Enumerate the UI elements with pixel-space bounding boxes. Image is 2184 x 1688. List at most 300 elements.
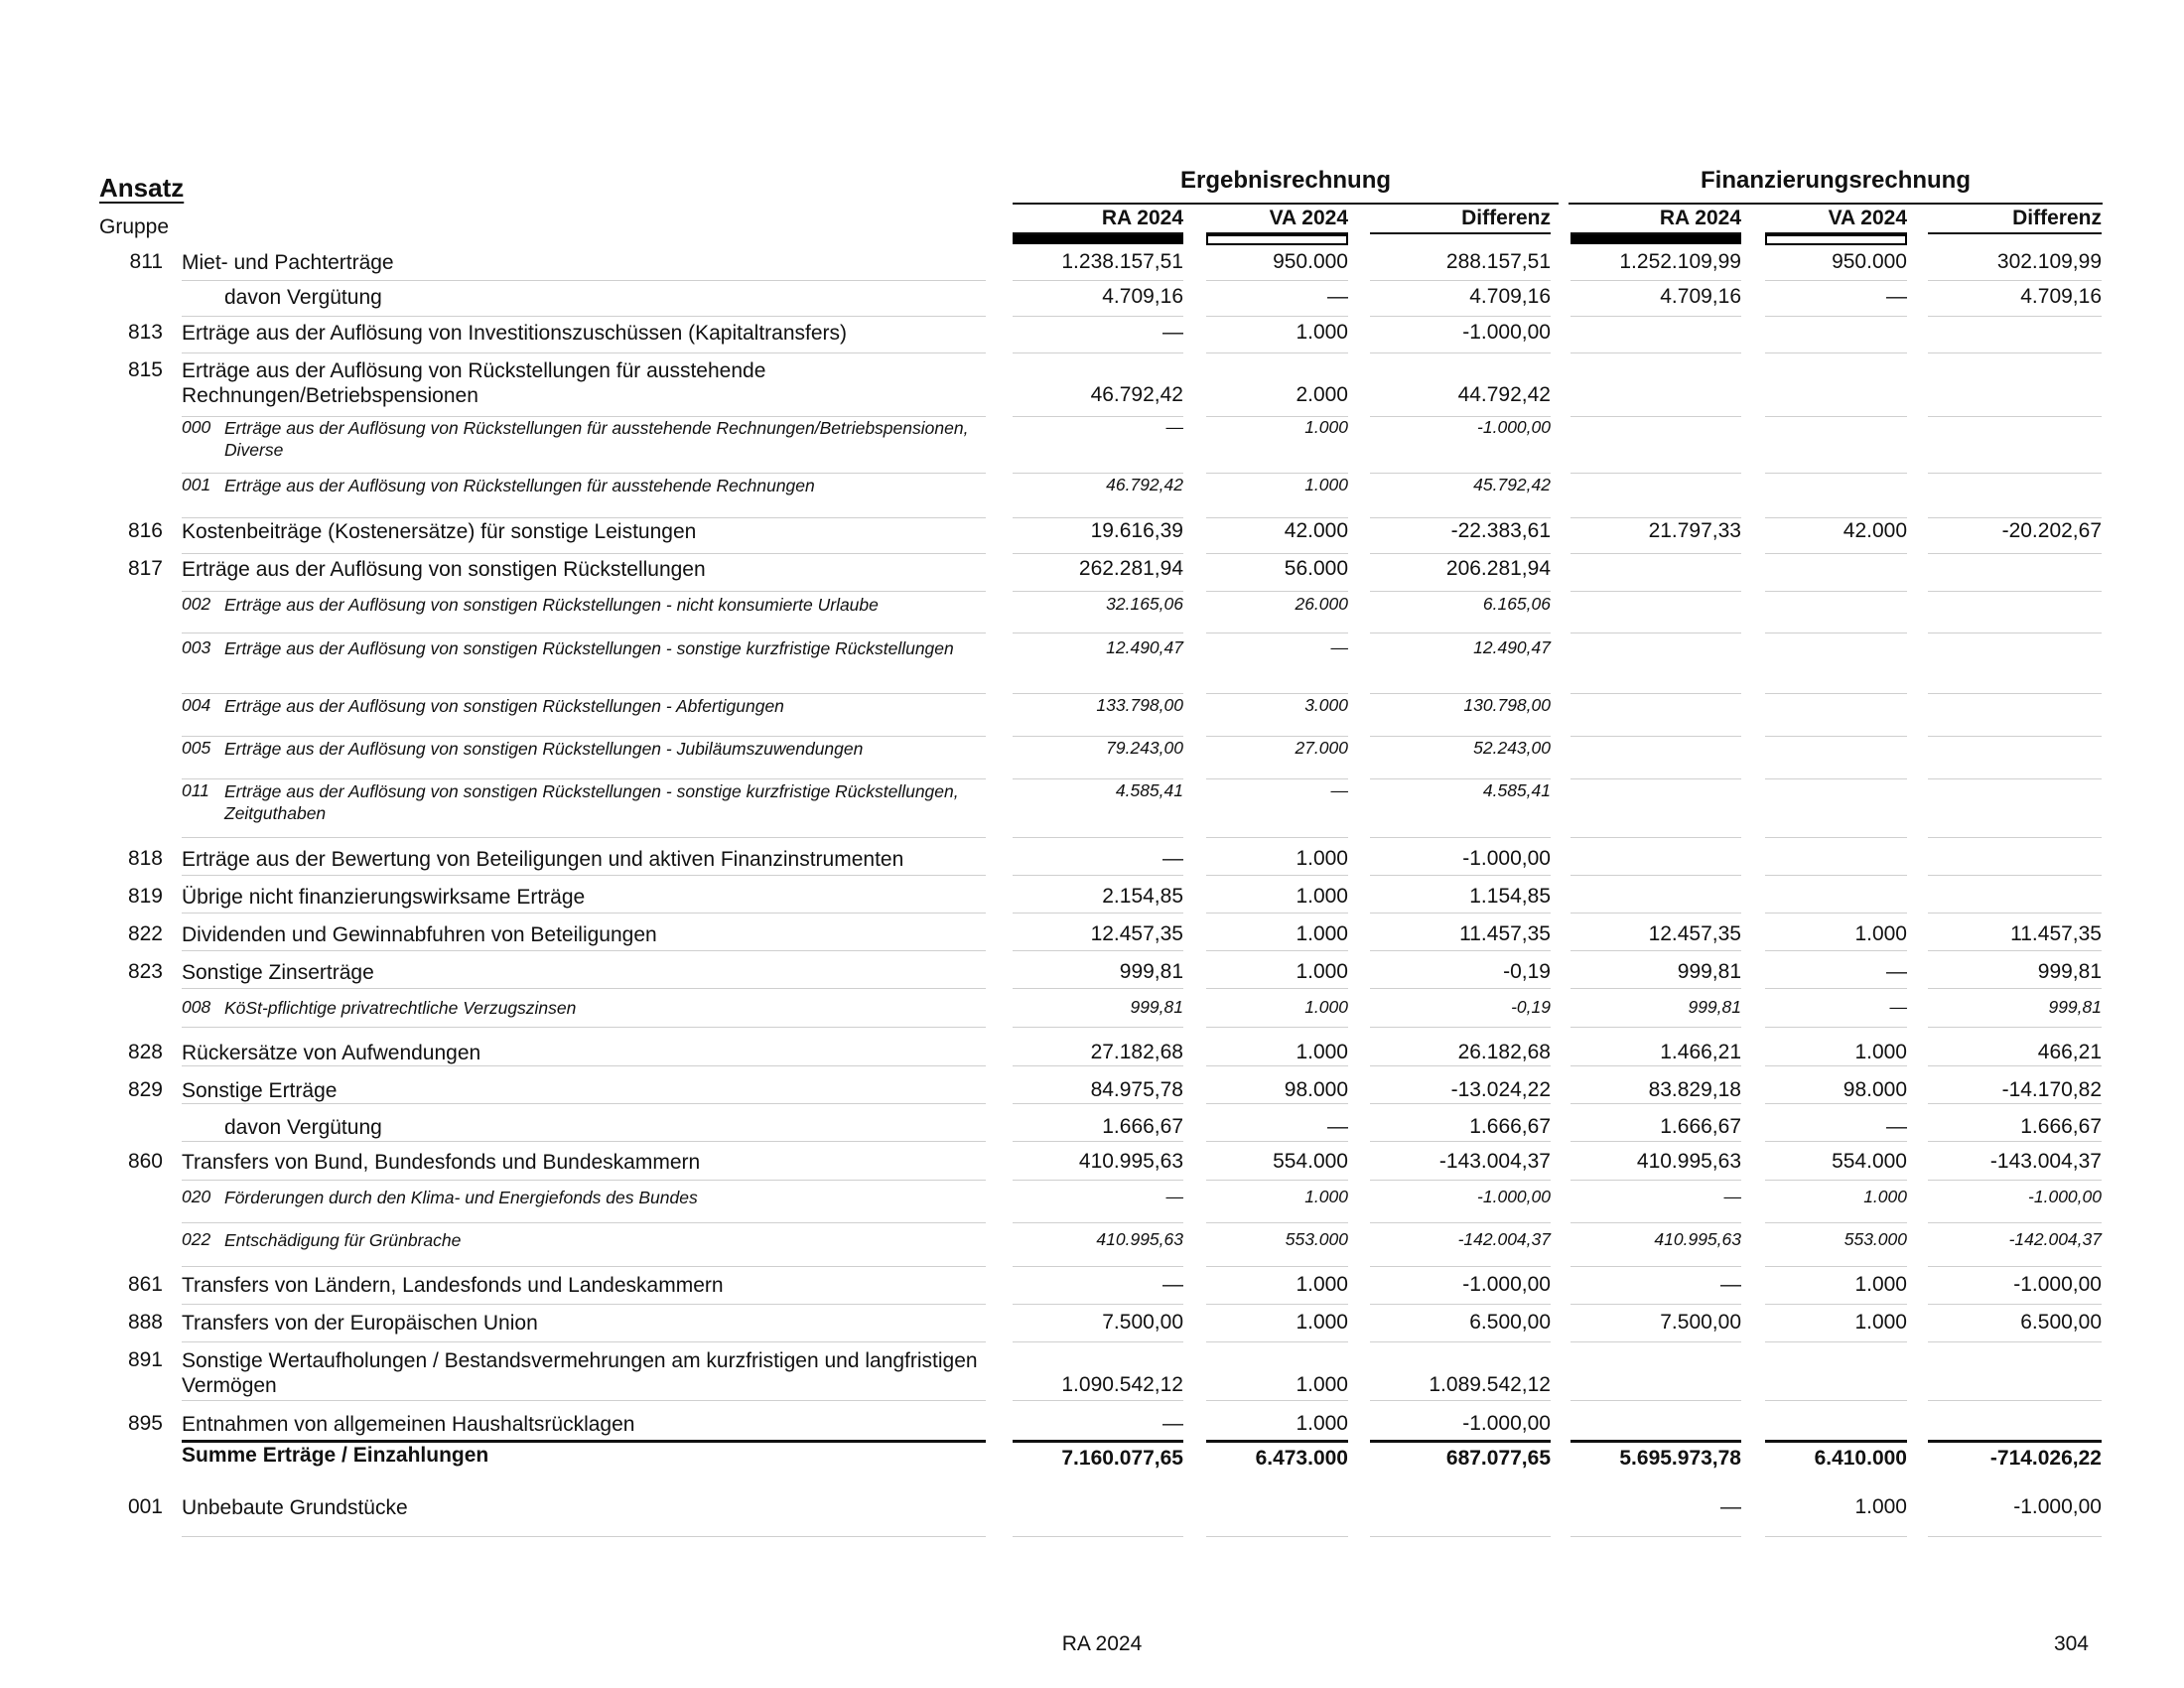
row-code: 811 [129,250,163,273]
value-cell: 410.995,63 [1636,1150,1741,1173]
row-code: 002 [182,594,211,614]
value-cell: 12.457,35 [1648,922,1741,945]
row-label: Erträge aus der Auflösung von sonstigen Rückstellungen - Abfertigungen [224,696,784,716]
cell-divider [1013,875,1183,876]
value-cell: 206.281,94 [1445,557,1551,580]
row-code: 000 [182,417,211,437]
cell-divider [1206,778,1348,779]
cell-divider [1765,553,1907,554]
cell-divider [1570,988,1741,989]
value-cell: 950.000 [1273,250,1348,273]
row-code: 011 [182,780,209,800]
cell-divider [1765,1180,1907,1181]
value-cell: -1.000,00 [1477,417,1551,437]
cell-divider [1013,1536,1183,1537]
value-cell: 133.798,00 [1096,695,1183,715]
value-cell: 1.000 [1296,321,1348,344]
cell-divider [1206,280,1348,281]
row-divider [182,553,986,554]
row-label: Sonstige Zinserträge [182,961,374,984]
cell-divider [1570,517,1741,518]
cell-divider [1928,1180,2102,1181]
col-header-finanz-va: VA 2024 [1828,207,1907,229]
cell-divider [1370,553,1551,554]
value-cell: 2.154,85 [1102,885,1183,908]
cell-divider [1370,280,1551,281]
cell-divider [1928,1222,2102,1223]
value-cell: 56.000 [1284,557,1348,580]
cell-divider [1013,1304,1183,1305]
cell-divider [1570,1304,1741,1305]
value-cell: -142.004,37 [2008,1229,2102,1249]
cell-divider [1370,316,1551,317]
cell-divider [1370,352,1551,353]
cell-divider [1765,1304,1907,1305]
cell-divider [1206,1141,1348,1142]
value-cell: 1.089.542,12 [1429,1373,1551,1396]
cell-divider [1928,693,2102,694]
cell-divider [1370,1536,1551,1537]
cell-divider [1765,473,1907,474]
value-cell: -1.000,00 [1462,847,1551,870]
cell-divider [1928,875,2102,876]
cell-divider [1013,1222,1183,1223]
value-cell: 1.666,67 [1102,1115,1183,1138]
cell-divider [1765,1065,1907,1066]
value-cell: 3.000 [1304,695,1348,715]
row-code: 001 [182,475,211,494]
value-cell: 46.792,42 [1106,475,1183,494]
value-cell: 553.000 [1843,1229,1907,1249]
cell-divider [1370,875,1551,876]
value-cell: -14.170,82 [2001,1078,2102,1101]
col-header-finanz-ra: RA 2024 [1659,207,1741,229]
row-code: 817 [127,557,163,580]
cell-divider [1928,1400,2102,1401]
value-cell: 999,81 [2048,997,2102,1017]
value-cell: 1.000 [1296,885,1348,908]
value-cell: 262.281,94 [1078,557,1183,580]
value-cell: — [1165,417,1183,437]
row-label: Erträge aus der Auflösung von sonstigen Rückstellungen - nicht konsumierte Urlaube [224,595,879,615]
cell-divider [1370,1065,1551,1066]
row-divider [182,517,986,518]
row-divider [182,736,986,737]
cell-divider [1765,416,1907,417]
value-cell: 554.000 [1273,1150,1348,1173]
value-cell: 1.000 [1854,1311,1907,1334]
cell-divider [1206,837,1348,838]
value-cell: 4.709,16 [1469,285,1551,308]
value-cell: 45.792,42 [1473,475,1551,494]
value-cell: 12.490,47 [1473,637,1551,657]
row-label: davon Vergütung [224,1116,382,1139]
cell-divider [1765,1536,1907,1537]
value-cell: 42.000 [1284,519,1348,542]
value-cell: — [1886,960,1907,983]
cell-divider [1370,1027,1551,1028]
cell-divider [1570,1141,1741,1142]
value-cell: — [1886,1115,1907,1138]
row-divider [182,1065,986,1066]
value-cell: — [1327,1115,1348,1138]
cell-divider [1570,875,1741,876]
value-cell: 1.000 [1863,1187,1907,1206]
cell-divider [1765,1266,1907,1267]
cell-divider [1206,1103,1348,1104]
cell-divider [1570,1103,1741,1104]
row-label: Entschädigung für Grünbrache [224,1230,462,1250]
value-cell: 1.000 [1854,922,1907,945]
cell-divider [1013,1103,1183,1104]
cell-divider [1928,553,2102,554]
sum-rule [1206,1440,1348,1443]
cell-divider [1206,316,1348,317]
value-cell: — [1165,1187,1183,1206]
value-cell: 26.182,68 [1457,1041,1551,1063]
row-label: Erträge aus der Auflösung von sonstigen Rückstellungen - sonstige kurzfristige Rückstellungen [224,638,954,658]
cell-divider [1206,1222,1348,1223]
sum-rule [182,1440,986,1443]
row-label: Entnahmen von allgemeinen Haushaltsrücklagen [182,1413,635,1436]
value-cell: 6.500,00 [2020,1311,2102,1334]
cell-divider [1570,1536,1741,1537]
cell-divider [1570,1065,1741,1066]
row-label: Sonstige Wertaufholungen / Bestandsvermehrungen am kurzfristigen und langfristigen Vermögen [182,1349,978,1397]
cell-divider [1206,913,1348,914]
value-cell: -714.026,22 [1989,1447,2102,1470]
value-cell: 1.666,67 [1469,1115,1551,1138]
cell-divider [1570,352,1741,353]
row-code: 001 [127,1495,163,1518]
value-cell: 999,81 [1119,960,1183,983]
cell-divider [1206,517,1348,518]
value-cell: -20.202,67 [2001,519,2102,542]
cell-divider [1370,1141,1551,1142]
value-cell: 26.000 [1295,594,1348,614]
cell-divider [1570,1222,1741,1223]
cell-divider [1370,693,1551,694]
value-cell: 410.995,63 [1078,1150,1183,1173]
cell-divider [1570,1341,1741,1342]
row-divider [182,591,986,592]
cell-divider [1013,950,1183,951]
row-code: 816 [127,519,163,542]
row-label: Sonstige Erträge [182,1079,338,1102]
row-label: Erträge aus der Auflösung von Investitionszuschüssen (Kapitaltransfers) [182,322,848,345]
row-divider [182,1304,986,1305]
value-cell: 11.457,35 [2010,922,2102,945]
cell-divider [1765,591,1907,592]
cell-divider [1370,1266,1551,1267]
row-divider [182,950,986,951]
cell-divider [1370,1180,1551,1181]
cell-divider [1570,950,1741,951]
cell-divider [1206,553,1348,554]
value-cell: — [1886,285,1907,308]
cell-divider [1928,1266,2102,1267]
value-cell: — [1162,847,1183,870]
cell-divider [1206,1027,1348,1028]
cell-divider [1928,473,2102,474]
cell-divider [1928,1304,2102,1305]
value-cell: 1.000 [1296,1412,1348,1435]
value-cell: 1.000 [1304,475,1348,494]
col-header-ergebnis-va: VA 2024 [1269,207,1348,229]
cell-divider [1370,591,1551,592]
value-cell: 11.457,35 [1459,922,1551,945]
value-cell: 950.000 [1832,250,1907,273]
row-label: Erträge aus der Auflösung von Rückstellungen für ausstehende Rechnungen [224,476,815,495]
cell-divider [1013,913,1183,914]
value-cell: 4.709,16 [2020,285,2102,308]
value-cell: -1.000,00 [2028,1187,2102,1206]
row-code: 819 [127,885,163,908]
cell-divider [1206,1304,1348,1305]
cell-divider [1013,517,1183,518]
value-cell: -1.000,00 [1462,1412,1551,1435]
value-cell: 1.000 [1296,1373,1348,1396]
row-code: 003 [182,637,211,657]
value-cell: 1.000 [1304,417,1348,437]
cell-divider [1370,473,1551,474]
value-cell: 1.000 [1296,847,1348,870]
cell-divider [1013,280,1183,281]
value-cell: -143.004,37 [1989,1150,2102,1173]
col-header-finanz-differenz: Differenz [2012,207,2102,229]
cell-divider [1928,988,2102,989]
value-cell: 98.000 [1843,1078,1907,1101]
cell-divider [1206,736,1348,737]
value-cell: 79.243,00 [1106,738,1183,758]
cell-divider [1765,1027,1907,1028]
cell-divider [1013,1180,1183,1181]
value-cell: 130.798,00 [1463,695,1551,715]
value-cell: 6.500,00 [1469,1311,1551,1334]
value-cell: — [1720,1273,1741,1296]
value-cell: 5.695.973,78 [1619,1447,1741,1470]
row-label: Unbebaute Grundstücke [182,1496,408,1519]
cell-divider [1928,950,2102,951]
sum-rule [1013,1440,1183,1443]
cell-divider [1206,1341,1348,1342]
cell-divider [1370,837,1551,838]
value-cell: 1.000 [1304,1187,1348,1206]
row-code: 888 [127,1311,163,1334]
value-cell: 302.109,99 [1996,250,2102,273]
row-divider [182,1141,986,1142]
cell-divider [1570,1266,1741,1267]
value-cell: 2.000 [1296,383,1348,406]
ergebnisrechnung-heading: Ergebnisrechnung [1179,167,1392,194]
cell-divider [1765,778,1907,779]
col-header-ergebnis-ra: RA 2024 [1101,207,1183,229]
value-cell: — [1720,1495,1741,1518]
value-cell: 1.000 [1296,1041,1348,1063]
cell-divider [1928,1103,2102,1104]
value-cell: 4.585,41 [1482,780,1551,800]
value-cell: — [1162,1273,1183,1296]
value-cell: 42.000 [1843,519,1907,542]
value-cell: 7.500,00 [1102,1311,1183,1334]
cell-divider [1765,517,1907,518]
value-cell: 410.995,63 [1096,1229,1183,1249]
cell-divider [1370,1103,1551,1104]
cell-divider [1928,1027,2102,1028]
cell-divider [1013,591,1183,592]
cell-divider [1013,1141,1183,1142]
row-divider [182,1341,986,1342]
row-code: 008 [182,997,211,1017]
cell-divider [1928,517,2102,518]
sum-rule [1570,1440,1741,1443]
row-code: 860 [127,1150,163,1173]
row-divider [182,988,986,989]
row-label: Erträge aus der Auflösung von sonstigen Rückstellungen - sonstige kurzfristige Rückstellungen, Zeitguthaben [224,781,959,823]
value-cell: 1.000 [1304,997,1348,1017]
value-cell: -22.383,61 [1450,519,1551,542]
row-label: Erträge aus der Auflösung von Rückstellungen für ausstehende Rechnungen/Betriebspensionen, Diverse [224,418,969,460]
cell-divider [1013,1266,1183,1267]
value-cell: 83.829,18 [1648,1078,1741,1101]
value-cell: 12.457,35 [1090,922,1183,945]
cell-divider [1370,736,1551,737]
cell-divider [1928,1341,2102,1342]
cell-divider [1013,1341,1183,1342]
value-cell: 6.165,06 [1482,594,1551,614]
cell-divider [1013,352,1183,353]
cell-divider [1370,1304,1551,1305]
cell-divider [1765,837,1907,838]
row-divider [182,1266,986,1267]
cell-divider [1765,280,1907,281]
value-cell: 1.666,67 [2020,1115,2102,1138]
row-label: Übrige nicht finanzierungswirksame Erträge [182,886,586,909]
row-label: KöSt-pflichtige privatrechtliche Verzugszinsen [224,998,577,1018]
row-divider [182,778,986,779]
col-header-ergebnis-differenz: Differenz [1461,207,1551,229]
cell-divider [1013,553,1183,554]
value-cell: 1.000 [1296,960,1348,983]
row-code: 818 [127,847,163,870]
value-cell: 1.090.542,12 [1061,1373,1183,1396]
row-code: 822 [127,922,163,945]
cell-divider [1370,950,1551,951]
value-cell: 1.252.109,99 [1619,250,1741,273]
cell-divider [1013,693,1183,694]
value-cell: 466,21 [2037,1041,2102,1063]
cell-divider [1765,736,1907,737]
row-divider [182,316,986,317]
cell-divider [1206,875,1348,876]
value-cell: 1.000 [1854,1495,1907,1518]
cell-divider [1765,1400,1907,1401]
cell-divider [1206,693,1348,694]
row-code: 815 [127,358,163,381]
cell-divider [1570,1027,1741,1028]
value-cell: 44.792,42 [1457,383,1551,406]
row-divider [182,875,986,876]
cell-divider [1765,1103,1907,1104]
value-cell: 687.077,65 [1445,1447,1551,1470]
value-cell: -1.000,00 [1462,321,1551,344]
cell-divider [1370,1400,1551,1401]
cell-divider [1206,473,1348,474]
value-cell: — [1889,997,1907,1017]
row-divider [182,1027,986,1028]
cell-divider [1928,913,2102,914]
value-cell: — [1162,321,1183,344]
row-divider [182,1180,986,1181]
row-code: 005 [182,738,211,758]
value-cell: — [1330,780,1348,800]
value-cell: -13.024,22 [1450,1078,1551,1101]
row-code: 022 [182,1229,211,1249]
finanzierungsrechnung-heading: Finanzierungsrechnung [1700,167,1971,194]
cell-divider [1570,553,1741,554]
cell-divider [1013,1027,1183,1028]
cell-divider [1206,591,1348,592]
row-label: Kostenbeiträge (Kostenersätze) für sonstige Leistungen [182,520,697,543]
cell-divider [1570,591,1741,592]
value-cell: — [1162,1412,1183,1435]
value-cell: 4.585,41 [1115,780,1183,800]
cell-divider [1928,352,2102,353]
cell-divider [1013,778,1183,779]
value-cell: 12.490,47 [1106,637,1183,657]
row-divider [182,693,986,694]
cell-divider [1370,778,1551,779]
row-label: Dividenden und Gewinnabfuhren von Beteiligungen [182,923,657,946]
value-cell: 999,81 [1677,960,1741,983]
cell-divider [1570,736,1741,737]
value-cell: 1.238.157,51 [1061,250,1183,273]
cell-divider [1928,416,2102,417]
value-cell: 288.157,51 [1445,250,1551,273]
value-cell: 999,81 [2037,960,2102,983]
sum-rule [1370,1440,1551,1443]
row-divider [182,473,986,474]
row-code: 813 [127,321,163,344]
row-label: Summe Erträge / Einzahlungen [182,1444,489,1467]
cell-divider [1570,1180,1741,1181]
sum-rule [1765,1440,1907,1443]
cell-divider [1928,1141,2102,1142]
cell-divider [1370,988,1551,989]
page-number: 304 [2053,1632,2089,1655]
value-cell: — [1330,637,1348,657]
value-cell: 32.165,06 [1106,594,1183,614]
row-code: 004 [182,695,211,715]
row-code: 829 [127,1078,163,1101]
cell-divider [1928,837,2102,838]
cell-divider [1370,1341,1551,1342]
value-cell: -142.004,37 [1457,1229,1551,1249]
cell-divider [1013,736,1183,737]
cell-divider [1370,517,1551,518]
row-divider [182,1536,986,1537]
value-cell: 1.000 [1296,1311,1348,1334]
value-cell: -1.000,00 [2013,1495,2102,1518]
value-cell: 1.000 [1296,1273,1348,1296]
ansatz-heading: Ansatz [99,173,185,203]
cell-divider [1013,988,1183,989]
row-divider [182,280,986,281]
row-label: Erträge aus der Auflösung von Rückstellungen für ausstehende Rechnungen/Betriebspensionen [182,359,766,407]
row-label: Transfers von der Europäischen Union [182,1312,538,1335]
value-cell: 1.666,67 [1660,1115,1741,1138]
value-cell: 84.975,78 [1090,1078,1183,1101]
